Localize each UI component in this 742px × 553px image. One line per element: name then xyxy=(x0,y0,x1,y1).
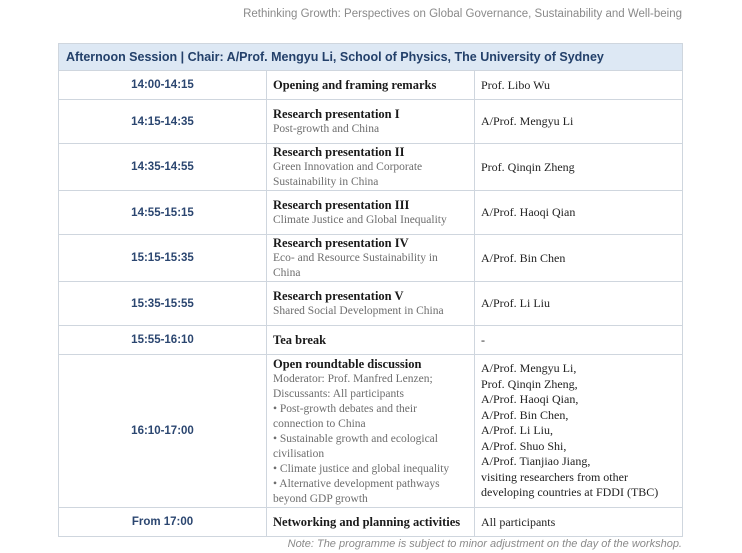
topic-title: Open roundtable discussion xyxy=(273,356,422,371)
topic-title: Research presentation III xyxy=(273,198,410,212)
time-cell: 15:35-15:55 xyxy=(59,282,267,326)
speaker-name: A/Prof. Mengyu Li, xyxy=(481,361,577,376)
table-row xyxy=(59,71,683,100)
speaker-name: visiting researchers from other xyxy=(481,469,628,484)
topic-title: Networking and planning activities xyxy=(273,515,461,529)
time-cell: 14:35-14:55 xyxy=(59,144,267,191)
table-row xyxy=(59,355,683,508)
topic-cell xyxy=(267,191,475,235)
speaker-cell: Prof. Qinqin Zheng xyxy=(475,144,683,191)
table-row xyxy=(59,235,683,282)
discussion-point: • Sustainable growth and ecological civilisation xyxy=(273,432,438,460)
speaker-name: A/Prof. Tianjiao Jiang, xyxy=(481,454,591,469)
speaker-name: A/Prof. Bin Chen, xyxy=(481,407,569,422)
speaker-cell: Prof. Libo Wu xyxy=(475,71,683,100)
topic-cell xyxy=(267,326,475,355)
table-row xyxy=(59,508,683,537)
topic-title: Research presentation II xyxy=(273,145,405,159)
table-row xyxy=(59,326,683,355)
topic-subtitle: Green Innovation and Corporate Sustainability in China xyxy=(273,161,423,188)
speaker-name: Prof. Qinqin Zheng, xyxy=(481,376,578,391)
topic-cell xyxy=(267,235,475,282)
topic-subtitle: Eco- and Resource Sustainability in China xyxy=(273,252,438,279)
speaker-cell: - xyxy=(475,326,683,355)
speaker-name: A/Prof. Haoqi Qian, xyxy=(481,392,579,407)
speaker-name: A/Prof. Shuo Shi, xyxy=(481,438,567,453)
topic-cell xyxy=(267,71,475,100)
time-cell: 14:00-14:15 xyxy=(59,71,267,100)
topic-subtitle: Post-growth and China xyxy=(273,123,380,135)
table-row xyxy=(59,144,683,191)
document-header: Rethinking Growth: Perspectives on Global Governance, Sustainability and Well-being xyxy=(243,8,682,20)
topic-title: Opening and framing remarks xyxy=(273,78,437,92)
time-cell: 16:10-17:00 xyxy=(59,355,267,508)
speaker-cell: A/Prof. Bin Chen xyxy=(475,235,683,282)
table-row xyxy=(59,282,683,326)
topic-cell xyxy=(267,355,475,508)
speaker-cell: A/Prof. Haoqi Qian xyxy=(475,191,683,235)
time-cell: From 17:00 xyxy=(59,508,267,537)
discussants-line: Discussants: All participants xyxy=(273,387,404,400)
session-heading-row xyxy=(59,44,683,71)
speaker-cell xyxy=(475,355,683,508)
topic-cell xyxy=(267,144,475,191)
speaker-cell: A/Prof. Li Liu xyxy=(475,282,683,326)
topic-title: Research presentation I xyxy=(273,107,400,121)
session-heading: Afternoon Session | Chair: A/Prof. Mengyu Li, School of Physics, The University of Sydney xyxy=(59,44,683,71)
table-row xyxy=(59,100,683,144)
time-cell: 14:55-15:15 xyxy=(59,191,267,235)
footnote: Note: The programme is subject to minor adjustment on the day of the workshop. xyxy=(287,538,682,550)
time-cell: 15:55-16:10 xyxy=(59,326,267,355)
topic-cell xyxy=(267,508,475,537)
time-cell: 15:15-15:35 xyxy=(59,235,267,282)
time-cell: 14:15-14:35 xyxy=(59,100,267,144)
moderator-line: Moderator: Prof. Manfred Lenzen; xyxy=(273,372,433,385)
discussion-point: • Alternative development pathways beyond GDP growth xyxy=(273,477,440,505)
speaker-name: A/Prof. Li Liu, xyxy=(481,423,553,438)
topic-title: Tea break xyxy=(273,333,327,347)
speaker-cell: A/Prof. Mengyu Li xyxy=(475,100,683,144)
discussion-point: • Post-growth debates and their connection to China xyxy=(273,402,417,430)
topic-subtitle: Climate Justice and Global Inequality xyxy=(273,214,447,226)
topic-title: Research presentation V xyxy=(273,289,404,303)
speaker-cell: All participants xyxy=(475,508,683,537)
topic-subtitle: Shared Social Development in China xyxy=(273,305,444,317)
topic-cell xyxy=(267,282,475,326)
discussion-point: • Climate justice and global inequality xyxy=(273,462,450,475)
speaker-name: developing countries at FDDI (TBC) xyxy=(481,485,659,500)
topic-title: Research presentation IV xyxy=(273,236,409,250)
topic-cell xyxy=(267,100,475,144)
table-row xyxy=(59,191,683,235)
schedule-table xyxy=(58,43,683,537)
